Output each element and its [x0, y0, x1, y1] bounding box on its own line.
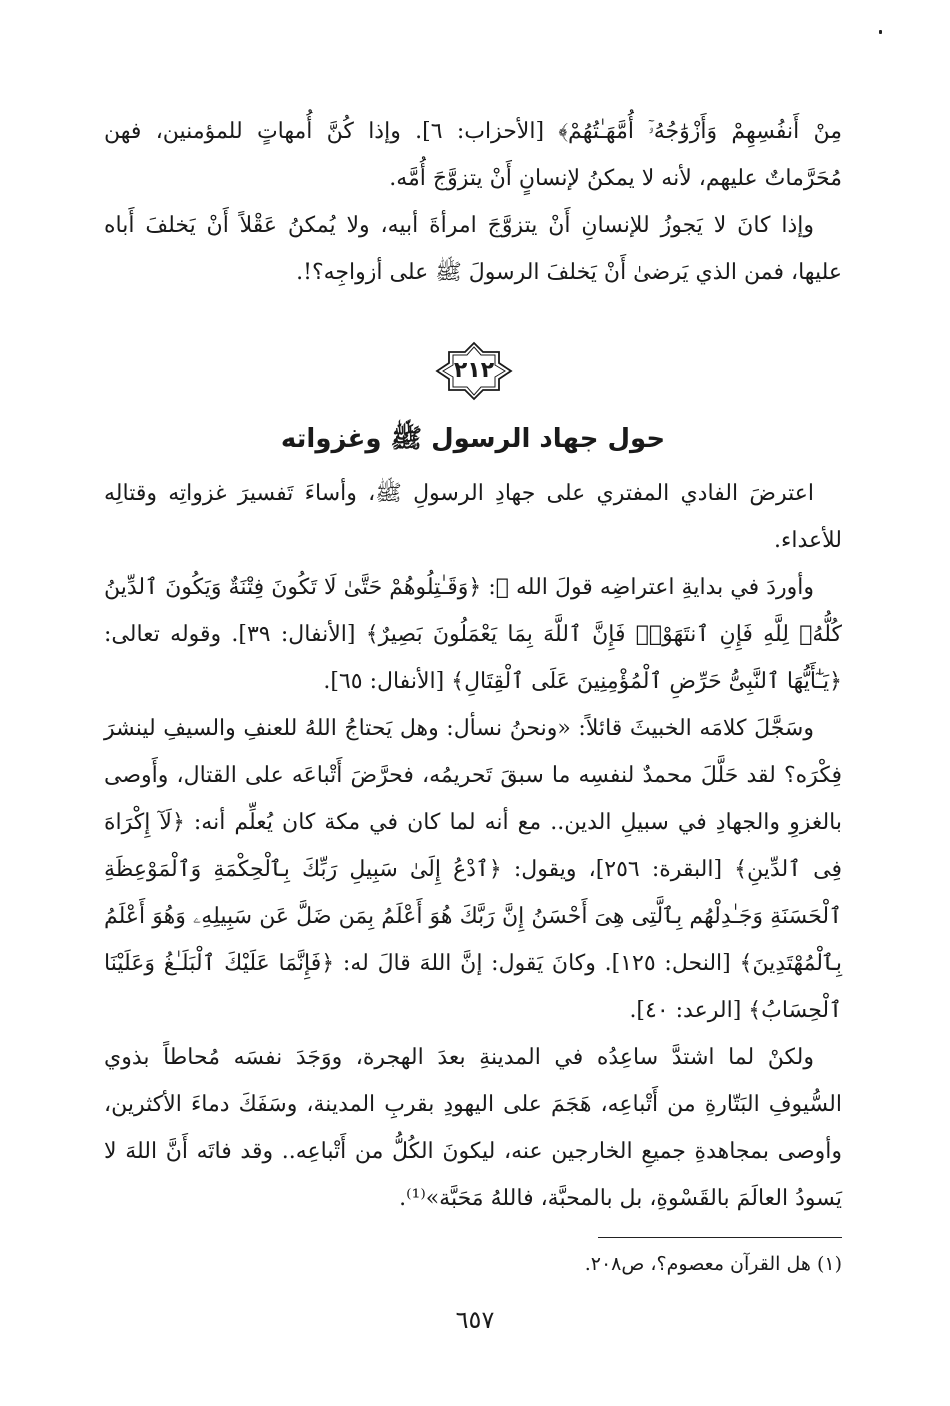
section-number-badge — [435, 341, 513, 401]
section-title: حول جهاد الرسول ﷺ وغزواته — [280, 424, 666, 454]
section-body — [104, 470, 842, 1222]
corner-mark — [879, 30, 882, 34]
footnote-divider — [598, 1237, 842, 1238]
continued-text — [104, 108, 842, 296]
paragraph-verses: وأوردَ في بدايةِ اعتراضِه قولَ الله ﷻ: ﴿وَقَـٰتِلُوهُمْ حَتَّىٰ لَا تَكُونَ فِتْنَةٌ وَيَكُونَ ٱلدِّينُ كُلُّهُۥ لِلَّهِ فَإِنِ ٱنتَهَوْا۟ فَإِنَّ ٱللَّهَ بِمَا يَعْمَلُونَ بَصِيرٌ﴾ [الأنفال: ٣٩]. وقوله تعالى: ﴿يَـٰٓأَيُّهَا ٱلنَّبِىُّ حَرِّضِ ٱلْمُؤْمِنِينَ عَلَى ٱلْقِتَالِ﴾ [الأنفال: ٦٥]. — [104, 575, 842, 694]
footnote: (١) هل القرآن معصوم؟، ص٢٠٨. — [584, 1253, 842, 1275]
paragraph-madinah: ولكنْ لما اشتدَّ ساعِدُه في المدينةِ بعدَ الهجرة، ووَجَدَ نفسَه مُحاطاً بذوي السُّيوفِ البَتّارةِ من أَتْباعِه، هَجَمَ على اليهودِ بقربِ المدينة، وسَفَكَ دماءَ الأكثرين، وأوصى بمجاهدةِ جميعِ الخارجين عنه، ليكونَ الكُلُّ من أَتْباعِه.. وقد فاتَه أَنَّ اللهَ لا يَسودُ العالَمَ بالقَسْوةِ، بل بالمحبَّة، فاللهُ مَحَبَّة»⁽¹⁾. — [104, 1045, 842, 1211]
paragraph-inheritance: وإذا كانَ لا يَجوزُ للإنسانِ أَنْ يتزوَّجَ امرأةَ أبيه، ولا يُمكنُ عَقْلاً أَنْ يَخلفَ أَباه عليها، فمن الذي يَرضىٰ أَنْ يَخلفَ الرسولَ ﷺ على أزواجِه؟!. — [104, 213, 842, 285]
page-number: ٦٥٧ — [455, 1306, 495, 1334]
paragraph-continuation: مِنْ أَنفُسِهِمْ وَأَزْوَٰجُهُۥٓ أُمَّهَـٰتُهُمْ﴾ [الأحزاب: ٦]. وإذا كُنَّ أُمهاتٍ للمؤمنين، فهن مُحَرَّماتٌ عليهم، لأنه لا يمكنُ لإنسانٍ أَنْ يتزوَّجَ أُمَّه. — [104, 119, 842, 191]
section-number: ٢١٢ — [453, 358, 495, 383]
paragraph-intro: اعترضَ الفادي المفتري على جهادِ الرسولِ ﷺ، وأساءَ تَفسيرَ غزواتِه وقتالِه للأعداء. — [104, 481, 842, 553]
paragraph-quote: وسَجَّلَ كلامَه الخبيثَ قائلاً: «ونحنُ نسأل: وهل يَحتاجُ اللهُ للعنفِ والسيفِ لينشرَ فِكْرَه؟ لقد حَلَّلَ محمدٌ لنفسِه ما سبقَ تَحريمُه، فحرَّضَ أَتْباعَه على القتال، وأَوصى بالغزوِ والجهادِ في سبيلِ الدين.. مع أنه لما كان في مكة كان يُعلِّم أنه: ﴿لَآ إِكْرَاهَ فِى ٱلدِّينِ﴾ [البقرة: ٢٥٦]، ويقول: ﴿ٱدْعُ إِلَىٰ سَبِيلِ رَبِّكَ بِٱلْحِكْمَةِ وَٱلْمَوْعِظَةِ ٱلْحَسَنَةِ وَجَـٰدِلْهُم بِٱلَّتِى هِىَ أَحْسَنُ إِنَّ رَبَّكَ هُوَ أَعْلَمُ بِمَن ضَلَّ عَن سَبِيلِهِۦ وَهُوَ أَعْلَمُ بِٱلْمُهْتَدِينَ﴾ [النحل: ١٢٥]. وكانَ يَقول: إنَّ اللهَ قالَ له: ﴿فَإِنَّمَا عَلَيْكَ ٱلْبَلَـٰغُ وَعَلَيْنَا ٱلْحِسَابُ﴾ [الرعد: ٤٠]. — [104, 716, 842, 1023]
